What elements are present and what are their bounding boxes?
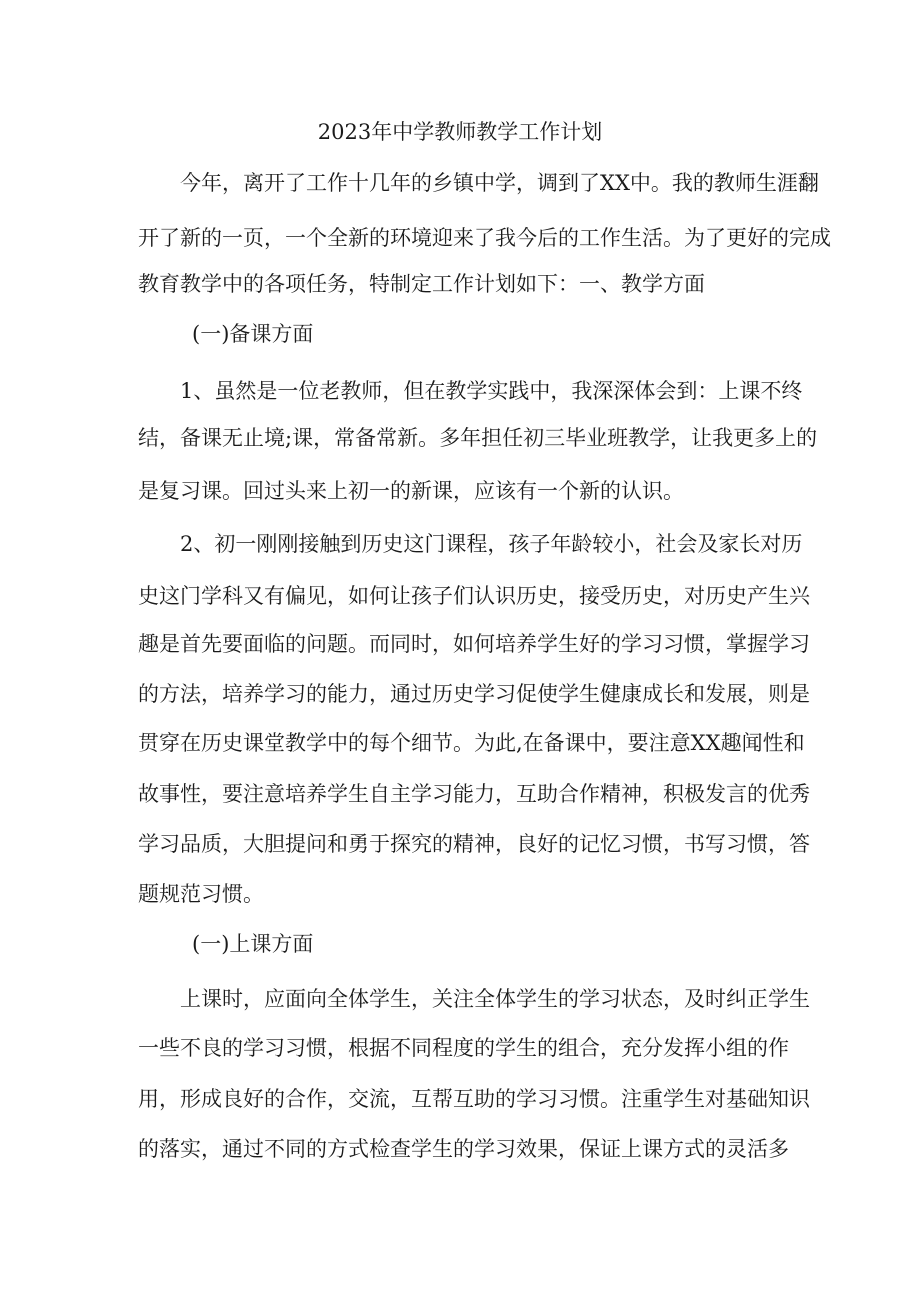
- paragraph-line: 题规范习惯。: [138, 882, 264, 906]
- paragraph-line: 结，备课无止境;课，常备常新。多年担任初三毕业班教学，让我更多上的: [138, 426, 818, 450]
- paragraph-line: 贯穿在历史课堂教学中的每个细节。为此,在备课中，要注意XX趣闻性和: [138, 731, 805, 755]
- paragraph-line: 2、初一刚刚接触到历史这门课程，孩子年龄较小，社会及家长对历: [180, 532, 803, 556]
- paragraph-line: 是复习课。回过头来上初一的新课，应该有一个新的认识。: [138, 479, 684, 503]
- paragraph-line: 的落实，通过不同的方式检查学生的学习效果，保证上课方式的灵活多: [138, 1137, 789, 1161]
- paragraph-line: 的方法，培养学习的能力，通过历史学习促使学生健康成长和发展，则是: [138, 682, 810, 706]
- paragraph-line: 用，形成良好的合作，交流，互帮互助的学习习惯。注重学生对基础知识: [138, 1087, 810, 1111]
- paragraph-line: 开了新的一页，一个全新的环境迎来了我今后的工作生活。为了更好的完成: [138, 226, 831, 250]
- paragraph-line: 教育教学中的各项任务，特制定工作计划如下：一、教学方面: [138, 272, 705, 296]
- paragraph-line: 史这门学科又有偏见，如何让孩子们认识历史，接受历史，对历史产生兴: [138, 584, 810, 608]
- paragraph-line: 故事性，要注意培养学生自主学习能力，互助合作精神，积极发言的优秀: [138, 782, 810, 806]
- paragraph-line: 上课时，应面向全体学生，关注全体学生的学习状态，及时纠正学生: [180, 987, 810, 1011]
- section-heading: (一)上课方面: [192, 932, 314, 956]
- paragraph-line: 趣是首先要面临的问题。而同时，如何培养学生好的学习习惯，掌握学习: [138, 632, 810, 656]
- paragraph-line: 一些不良的学习习惯，根据不同程度的学生的组合，充分发挥小组的作: [138, 1036, 789, 1060]
- paragraph-line: 学习品质，大胆提问和勇于探究的精神，良好的记忆习惯，书写习惯，答: [138, 832, 810, 856]
- document-title: 2023年中学教师教学工作计划: [317, 120, 603, 144]
- section-heading: (一)备课方面: [192, 322, 314, 346]
- paragraph-line: 1、虽然是一位老教师，但在教学实践中，我深深体会到：上课不终: [180, 379, 803, 403]
- paragraph-line: 今年，离开了工作十几年的乡镇中学，调到了XX中。我的教师生涯翻: [180, 171, 819, 195]
